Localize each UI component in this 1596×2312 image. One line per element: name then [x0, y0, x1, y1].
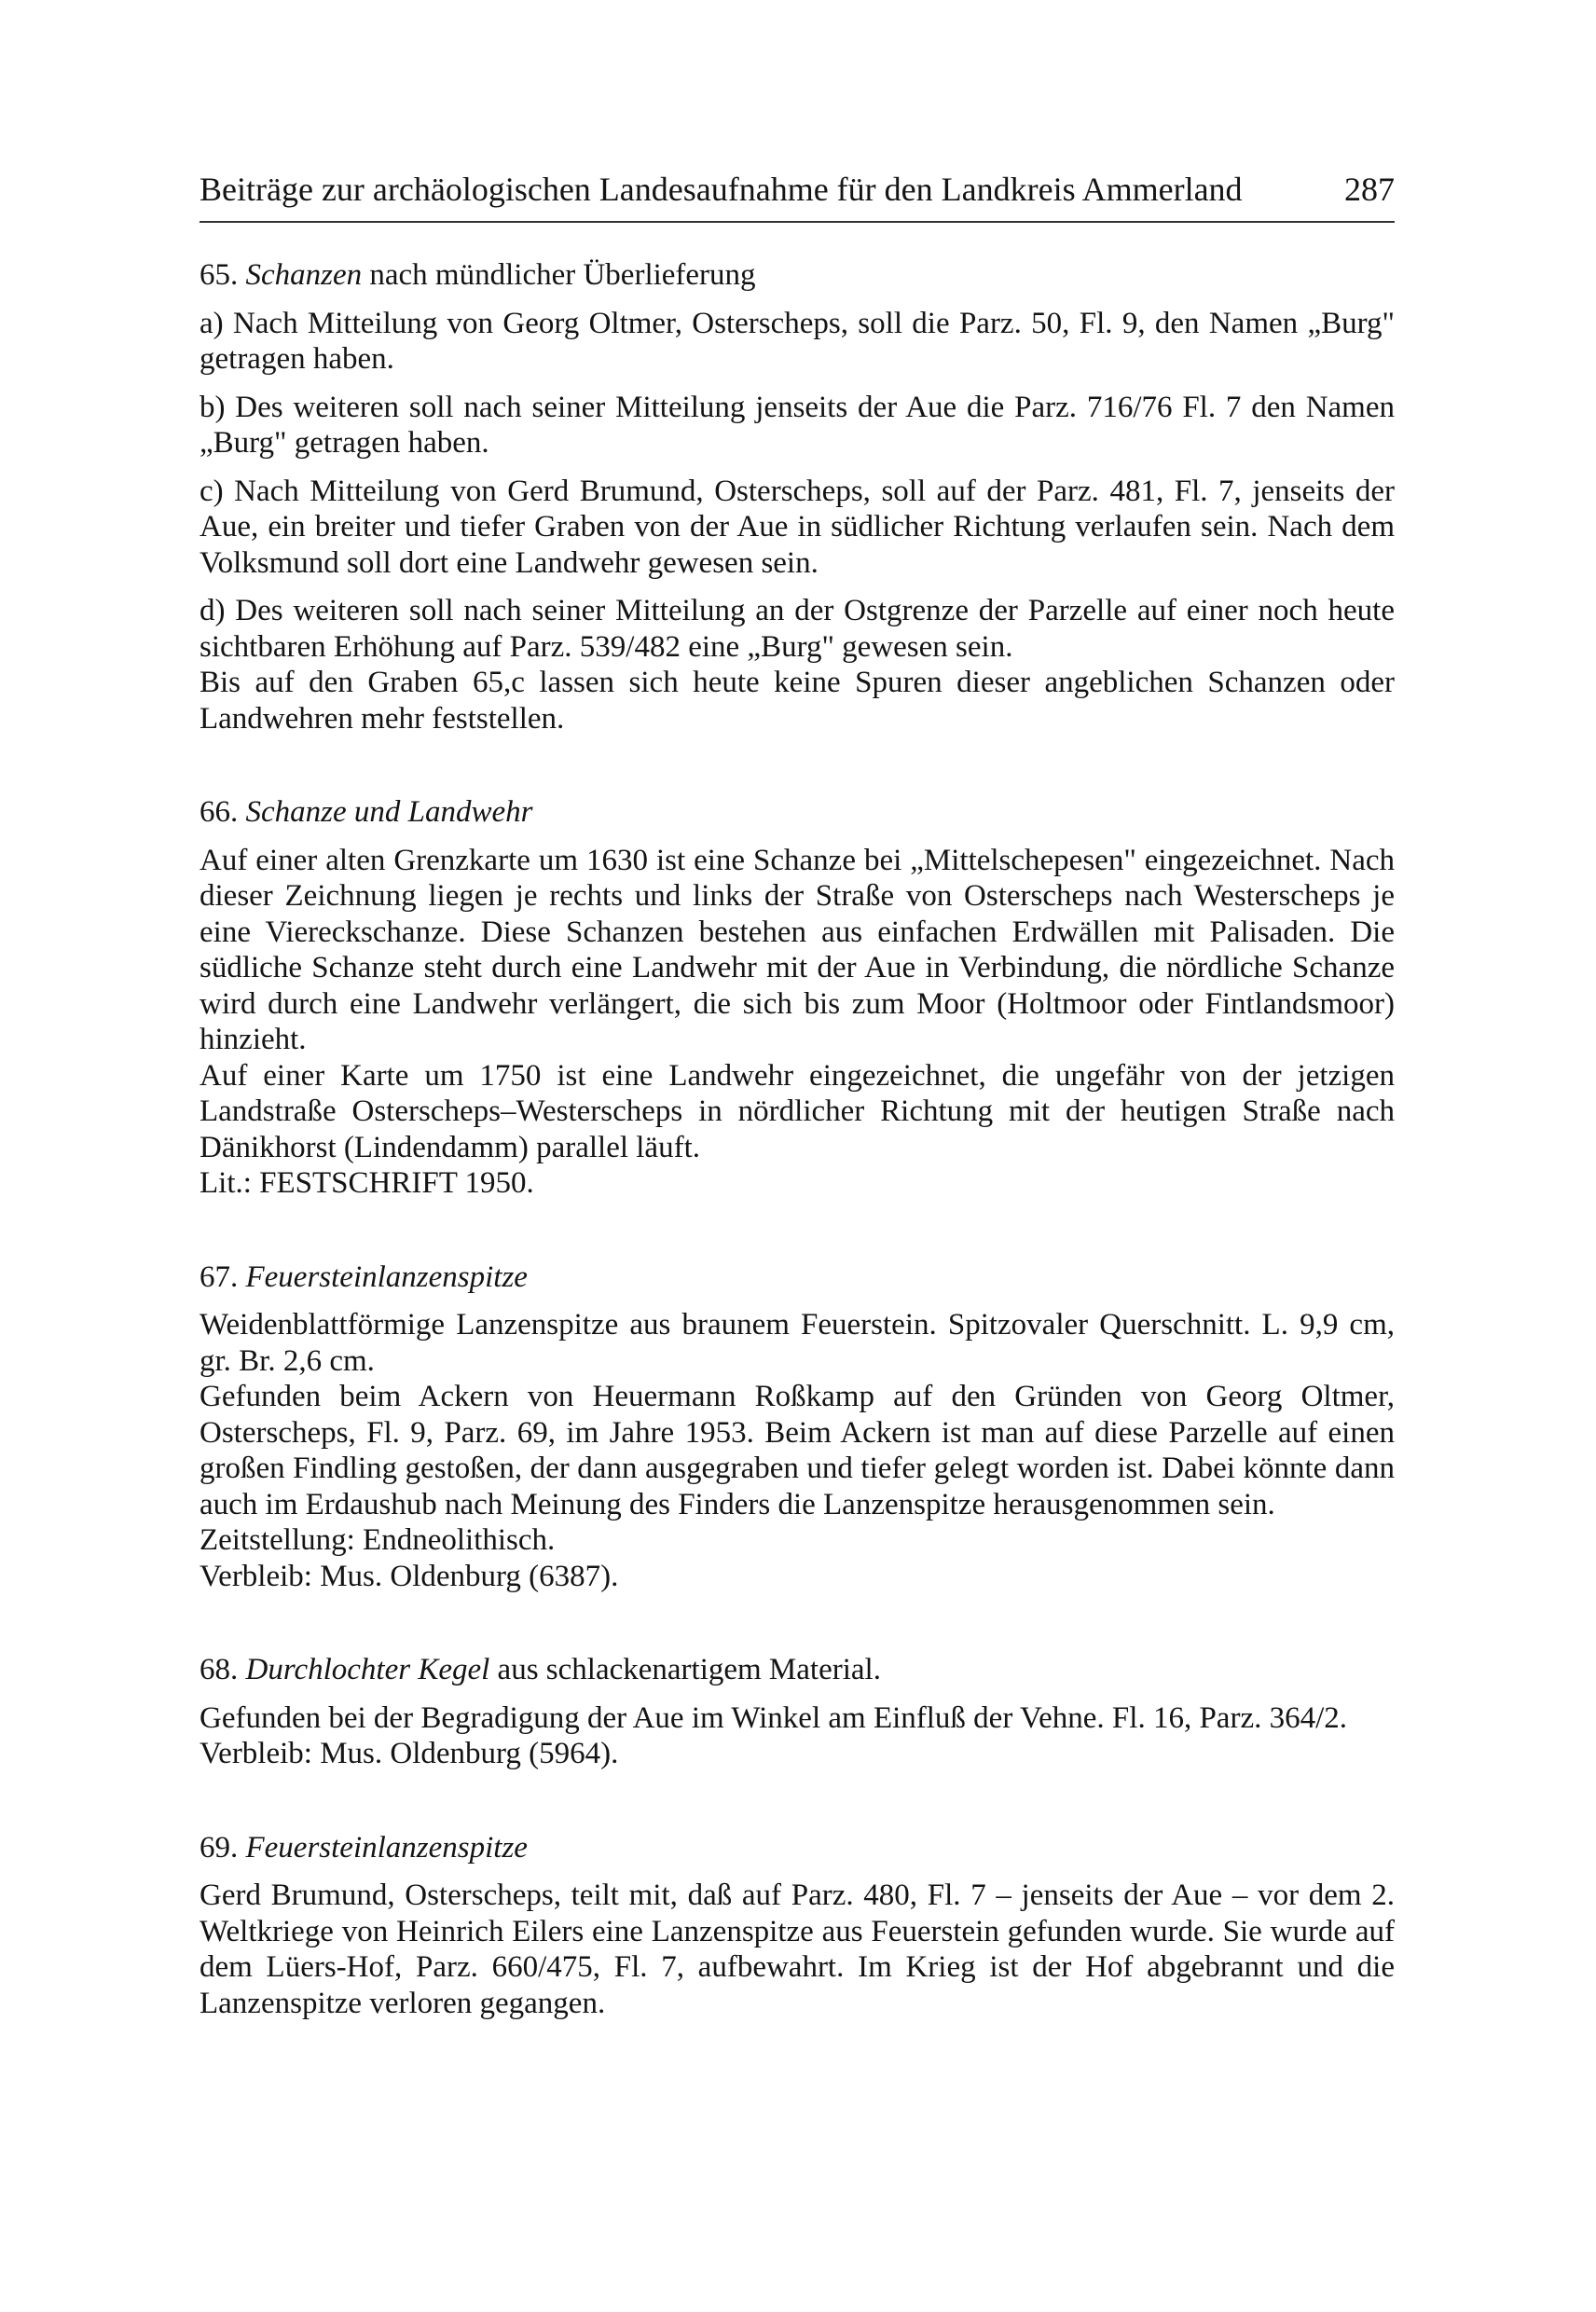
entry-title: Feuersteinlanzenspitze: [245, 1259, 528, 1294]
entry-number: 68.: [200, 1653, 239, 1686]
entry-title: Durchlochter Kegel: [245, 1653, 490, 1686]
paragraph: Lit.: FESTSCHRIFT 1950.: [200, 1166, 534, 1200]
running-title: Beiträge zur archäologischen Landesaufnahme für den Landkreis Ammerland: [200, 171, 1243, 208]
entry-65: [200, 257, 1395, 736]
entry-68: [200, 1652, 1395, 1772]
paragraph: Auf einer alten Grenzkarte um 1630 ist eine Schanze bei „Mittelschepesen" eingezeichnet. Nach dieser Zeichnung liegen je rechts und links der Straße von Osterscheps nach Westerscheps je eine Viereckschanze. Diese Schanzen bestehen aus einfachen Erdwällen mit Palisaden. Die südliche Schanze steht durch eine Landwehr mit der Aue in Verbindung, die nördliche Schanze wird durch eine Landwehr verlängert, die sich bis zum Moor (Holtmoor oder Fintlandsmoor) hinzieht.: [200, 843, 1395, 1056]
entry-number: 67.: [200, 1259, 239, 1294]
entry-heading: [200, 1259, 1395, 1296]
entry-66: [200, 794, 1395, 1202]
entry-title: Schanze und Landwehr: [245, 795, 533, 829]
paragraph: a) Nach Mitteilung von Georg Oltmer, Osterscheps, soll die Parz. 50, Fl. 9, den Namen „Burg" getragen haben.: [200, 306, 1395, 376]
entry-title: Schanzen: [245, 258, 363, 292]
entry-67: [200, 1259, 1395, 1595]
entry-heading: [200, 794, 1395, 831]
paragraph: Bis auf den Graben 65,c lassen sich heute keine Spuren dieser angeblichen Schanzen oder Landwehren mehr feststellen.: [200, 666, 1395, 736]
running-header: [200, 168, 1395, 211]
paragraph: d) Des weiteren soll nach seiner Mitteilung an der Ostgrenze der Parzelle auf einer noch heute sichtbaren Erhöhung auf Parz. 539/482 eine „Burg" gewesen sein.: [200, 594, 1395, 664]
paragraph: Gefunden bei der Begradigung der Aue im Winkel am Einfluß der Vehne. Fl. 16, Parz. 364/2.: [200, 1700, 1348, 1735]
entry-heading: [200, 1830, 1395, 1866]
paragraph: Verbleib: Mus. Oldenburg (6387).: [200, 1559, 619, 1593]
entry-number: 65.: [200, 258, 239, 292]
entry-number: 66.: [200, 795, 239, 829]
paragraph: Weidenblattförmige Lanzenspitze aus braunem Feuerstein. Spitzovaler Querschnitt. L. 9,9 cm, gr. Br. 2,6 cm.: [200, 1308, 1395, 1378]
header-rule: [200, 221, 1395, 223]
entry-heading: [200, 257, 1395, 294]
entry-title: Feuersteinlanzenspitze: [245, 1830, 528, 1865]
paragraph: Gefunden beim Ackern von Heuermann Roßkamp auf den Gründen von Georg Oltmer, Osterscheps, Fl. 9, Parz. 69, im Jahre 1953. Beim Ackern ist man auf diese Parzelle auf einen großen Findling gestoßen, der dann ausgegraben und tiefer gelegt worden ist. Dabei könnte dann auch im Erdaushub nach Meinung des Finders die Lanzenspitze herausgenommen sein.: [200, 1380, 1395, 1521]
entry-heading: [200, 1652, 1395, 1688]
paragraph: Zeitstellung: Endneolithisch.: [200, 1523, 556, 1557]
paragraph: Gerd Brumund, Osterscheps, teilt mit, daß auf Parz. 480, Fl. 7 – jenseits der Aue – vor dem 2. Weltkriege von Heinrich Eilers eine Lanzenspitze aus Feuerstein gefunden wurde. Sie wurde auf dem Lüers-Hof, Parz. 660/475, Fl. 7, aufbewahrt. Im Krieg ist der Hof abgebrannt und die Lanzenspitze verloren gegangen.: [200, 1878, 1395, 2020]
paragraph: Auf einer Karte um 1750 ist eine Landwehr eingezeichnet, die ungefähr von der jetzigen Landstraße Osterscheps–Westerscheps in nördlicher Richtung mit der heutigen Straße nach Dänikhorst (Lindendamm) parallel läuft.: [200, 1058, 1395, 1164]
entry-title-suffix: nach mündlicher Überlieferung: [362, 258, 756, 292]
page-number: 287: [1344, 171, 1395, 208]
paragraph: c) Nach Mitteilung von Gerd Brumund, Osterscheps, soll auf der Parz. 481, Fl. 7, jenseits der Aue, ein breiter und tiefer Graben von der Aue in südlicher Richtung verlaufen sein. Nach dem Volksmund soll dort eine Landwehr gewesen sein.: [200, 474, 1395, 580]
body-text: [200, 257, 1395, 2021]
paragraph: b) Des weiteren soll nach seiner Mitteilung jenseits der Aue die Parz. 716/76 Fl. 7 den Namen „Burg" getragen haben.: [200, 390, 1395, 460]
entry-number: 69.: [200, 1830, 239, 1865]
entry-title-suffix: aus schlackenartigem Material.: [489, 1653, 881, 1686]
entry-69: [200, 1830, 1395, 2022]
paragraph: Verbleib: Mus. Oldenburg (5964).: [200, 1737, 619, 1770]
